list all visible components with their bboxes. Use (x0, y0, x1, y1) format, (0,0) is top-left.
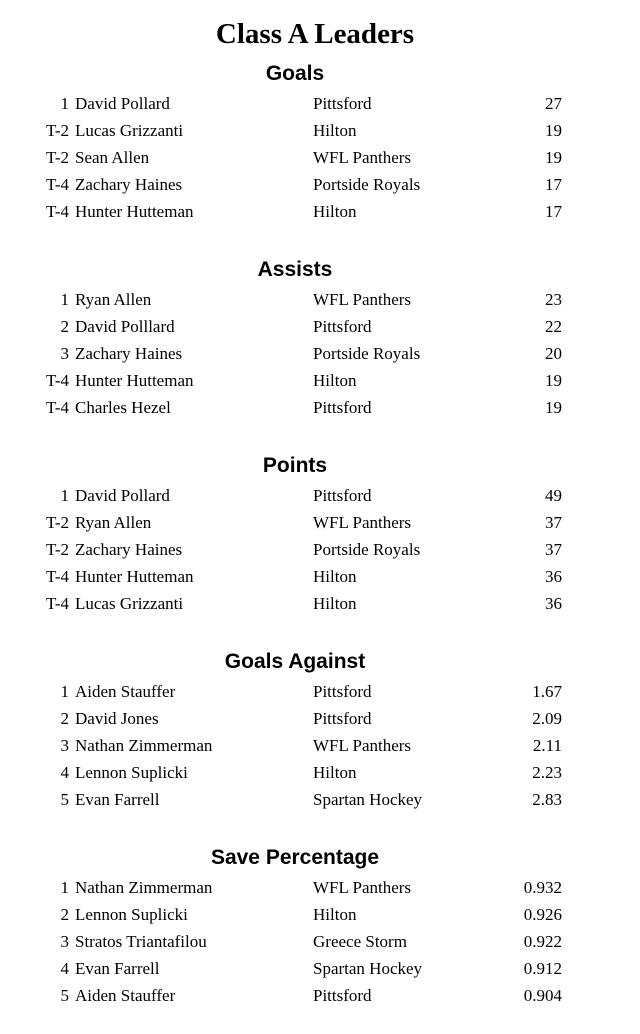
page-title: Class A Leaders (215, 18, 415, 50)
leader-row (0, 171, 640, 198)
player-name: Zachary Haines (75, 540, 183, 559)
team-name: WFL Panthers (313, 290, 412, 309)
leader-row (0, 509, 640, 536)
stat-value: 36 (545, 594, 562, 613)
stat-value: 2.23 (532, 763, 562, 782)
leader-row (0, 367, 640, 394)
team-name: WFL Panthers (313, 513, 412, 532)
team-name: Hilton (313, 763, 357, 782)
player-name: Aiden Stauffer (75, 682, 176, 701)
player-name: David Pollard (75, 94, 170, 113)
stat-value: 23 (545, 290, 562, 309)
team-name: Hilton (313, 594, 357, 613)
stat-value: 0.932 (523, 878, 562, 897)
section-title: Goals Against (224, 650, 366, 673)
player-name: Lucas Grizzanti (75, 594, 184, 613)
player-name: Sean Allen (75, 148, 150, 167)
player-name: Hunter Hutteman (75, 567, 194, 586)
rank: T-4 (46, 567, 69, 586)
player-name: David Pollard (75, 486, 170, 505)
team-name: WFL Panthers (313, 736, 412, 755)
team-name: Hilton (313, 567, 357, 586)
rank: T-4 (46, 398, 69, 417)
rank: T-2 (46, 121, 69, 140)
leader-row (0, 313, 640, 340)
player-name: Evan Farrell (75, 790, 160, 809)
leader-row (0, 340, 640, 367)
stat-value: 0.926 (523, 905, 562, 924)
rank: T-4 (46, 202, 69, 221)
leader-row (0, 901, 640, 928)
team-name: Greece Storm (313, 932, 407, 951)
team-name: Portside Royals (313, 540, 421, 559)
stat-value: 1.67 (532, 682, 562, 701)
stat-value: 0.922 (523, 932, 562, 951)
stat-value: 19 (545, 398, 562, 417)
leaders-list (0, 90, 640, 225)
leader-row (0, 482, 640, 509)
player-name: Lennon Suplicki (75, 905, 188, 924)
player-name: Ryan Allen (75, 513, 152, 532)
rank: 5 (60, 790, 69, 809)
rank: 3 (60, 736, 69, 755)
leader-row (0, 198, 640, 225)
rank: 3 (60, 344, 69, 363)
player-name: Nathan Zimmerman (75, 736, 213, 755)
stat-value: 27 (545, 94, 562, 113)
rank: T-2 (46, 148, 69, 167)
stat-value: 19 (545, 121, 562, 140)
rank: 1 (60, 486, 69, 505)
player-name: Hunter Hutteman (75, 202, 194, 221)
team-name: Portside Royals (313, 344, 421, 363)
rank: 4 (60, 763, 69, 782)
rank: 2 (60, 317, 69, 336)
team-name: Hilton (313, 371, 357, 390)
player-name: Hunter Hutteman (75, 371, 194, 390)
player-name: Evan Farrell (75, 959, 160, 978)
leader-row (0, 117, 640, 144)
section-title: Assists (257, 258, 333, 281)
leader-row (0, 394, 640, 421)
stat-value: 0.904 (523, 986, 562, 1005)
section-title: Save Percentage (210, 846, 380, 869)
rank: 4 (60, 959, 69, 978)
player-name: David Polllard (75, 317, 175, 336)
leader-row (0, 982, 640, 1009)
section-title: Points (262, 454, 328, 477)
team-name: Pittsford (313, 94, 372, 113)
leader-row (0, 678, 640, 705)
leader-row (0, 286, 640, 313)
team-name: Pittsford (313, 709, 372, 728)
team-name: Pittsford (313, 317, 372, 336)
leader-row (0, 786, 640, 813)
player-name: Zachary Haines (75, 175, 183, 194)
stat-value: 2.09 (532, 709, 562, 728)
leader-row (0, 759, 640, 786)
team-name: Pittsford (313, 486, 372, 505)
player-name: Lucas Grizzanti (75, 121, 184, 140)
player-name: Charles Hezel (75, 398, 171, 417)
team-name: Pittsford (313, 398, 372, 417)
team-name: WFL Panthers (313, 878, 412, 897)
rank: 1 (60, 94, 69, 113)
player-name: Stratos Triantafilou (75, 932, 207, 951)
rank: T-2 (46, 513, 69, 532)
stat-value: 20 (545, 344, 562, 363)
stat-value: 2.11 (532, 736, 562, 755)
rank: 1 (60, 682, 69, 701)
stat-value: 0.912 (523, 959, 562, 978)
leader-row (0, 955, 640, 982)
rank: 5 (60, 986, 69, 1005)
rank: T-4 (46, 175, 69, 194)
leaders-list (0, 482, 640, 617)
player-name: Nathan Zimmerman (75, 878, 213, 897)
leader-row (0, 536, 640, 563)
player-name: Zachary Haines (75, 344, 183, 363)
stat-value: 2.83 (532, 790, 562, 809)
stat-value: 49 (545, 486, 562, 505)
leader-row (0, 563, 640, 590)
player-name: Ryan Allen (75, 290, 152, 309)
stat-value: 37 (545, 513, 562, 532)
team-name: WFL Panthers (313, 148, 412, 167)
leaders-list (0, 874, 640, 1009)
player-name: Lennon Suplicki (75, 763, 188, 782)
stat-value: 36 (545, 567, 562, 586)
leader-row (0, 705, 640, 732)
section-title: Goals (265, 62, 325, 85)
rank: 1 (60, 878, 69, 897)
rank: 3 (60, 932, 69, 951)
leader-row (0, 90, 640, 117)
leader-row (0, 874, 640, 901)
leaders-list (0, 286, 640, 421)
team-name: Hilton (313, 905, 357, 924)
rank: T-4 (46, 371, 69, 390)
team-name: Portside Royals (313, 175, 421, 194)
stat-value: 19 (545, 148, 562, 167)
leader-row (0, 928, 640, 955)
leaders-list (0, 678, 640, 813)
stat-value: 19 (545, 371, 562, 390)
player-name: Aiden Stauffer (75, 986, 176, 1005)
rank: T-2 (46, 540, 69, 559)
team-name: Pittsford (313, 682, 372, 701)
team-name: Hilton (313, 121, 357, 140)
team-name: Pittsford (313, 986, 372, 1005)
leader-row (0, 144, 640, 171)
stat-value: 22 (545, 317, 562, 336)
rank: 2 (60, 905, 69, 924)
stat-value: 17 (545, 175, 562, 194)
leader-row (0, 732, 640, 759)
stat-value: 17 (545, 202, 562, 221)
rank: T-4 (46, 594, 69, 613)
team-name: Hilton (313, 202, 357, 221)
team-name: Spartan Hockey (313, 959, 423, 978)
rank: 2 (60, 709, 69, 728)
player-name: David Jones (75, 709, 159, 728)
rank: 1 (60, 290, 69, 309)
leader-row (0, 590, 640, 617)
stat-value: 37 (545, 540, 562, 559)
team-name: Spartan Hockey (313, 790, 423, 809)
